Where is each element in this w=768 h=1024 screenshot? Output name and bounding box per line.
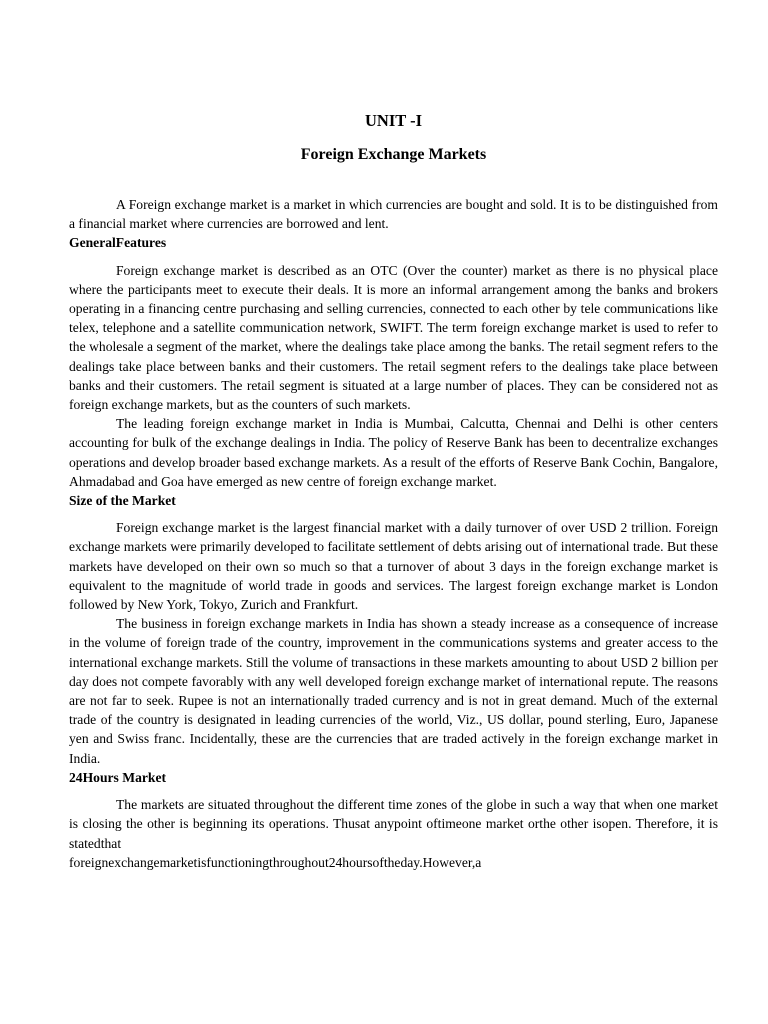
section-heading-24-hours-market: 24Hours Market [69,769,167,785]
size-of-market-paragraph-1: Foreign exchange market is the largest financial market with a daily turnover of over USD 2 trillion. Foreign exchange markets were primarily developed to facilitate settlement of debts arising out of international trade. But these markets have developed on their own so much so that a turnover of about 3 days in the foreign exchange market is equivalent to the magnitude of world trade in goods and services. The largest foreign exchange market is London followed by New York, Tokyo, Zurich and Frankfurt. [69,520,718,613]
document-page [69,110,718,872]
size-of-market-paragraph-2: The business in foreign exchange markets in India has shown a steady increase as a consequence of increase in the volume of foreign trade of the country, improvement in the communications systems and greater access to the international exchange markets. Still the volume of transactions in these markets amounting to about USD 2 billion per day does not compete favorably with any well developed foreign exchange market of international repute. The reasons are not far to seek. Rupee is not an internationally traded currency and is not in great demand. Much of the external trade of the country is designated in leading currencies of the world, Viz., US dollar, pound sterling, Euro, Japanese yen and Swiss franc. Incidentally, these are the currencies that are traded actively in the foreign exchange market in India. [69,616,718,766]
hours-market-paragraph-1-tail: foreignexchangemarketisfunctioningthroughout24hoursoftheday.However,a [69,854,482,870]
document-body [69,195,718,872]
unit-title: UNIT -I [364,111,422,130]
document-title: Foreign Exchange Markets [300,146,487,163]
general-features-paragraph-2: The leading foreign exchange market in India is Mumbai, Calcutta, Chennai and Delhi is other centers accounting for bulk of the exchange dealings in India. The policy of Reserve Bank has been to decentralize exchanges operations and develop broader based exchange markets. As a result of the efforts of Reserve Bank Cochin, Bangalore, Ahmadabad and Goa have emerged as new centre of foreign exchange market. [69,416,718,489]
general-features-paragraph-1: Foreign exchange market is described as an OTC (Over the counter) market as there is no physical place where the participants meet to execute their deals. It is more an informal arrangement among the banks and brokers operating in a financing centre purchasing and selling currencies, connected to each other by tele communications like telex, telephone and a satellite communication network, SWIFT. The term foreign exchange market is used to refer to the wholesale a segment of the market, where the dealings take place among the banks. The retail segment refers to the dealings take place between banks and their customers. The retail segment refers to the dealings take place between banks and their customers. The retail segment is situated at a large number of places. They can be considered not as foreign exchange markets, but as the counters of such markets. [69,262,718,413]
intro-paragraph: A Foreign exchange market is a market in which currencies are bought and sold. It is to be distinguished from a financial market where currencies are borrowed and lent. [69,197,718,232]
hours-market-paragraph-1: The markets are situated throughout the different time zones of the globe in such a way that when one market is closing the other is beginning its operations. Thusat anypoint oftimeone market orthe other isopen. Therefore, it is statedthat [69,797,718,851]
section-heading-size-of-market: Size of the Market [69,493,176,509]
section-heading-general-features: GeneralFeatures [69,235,167,251]
